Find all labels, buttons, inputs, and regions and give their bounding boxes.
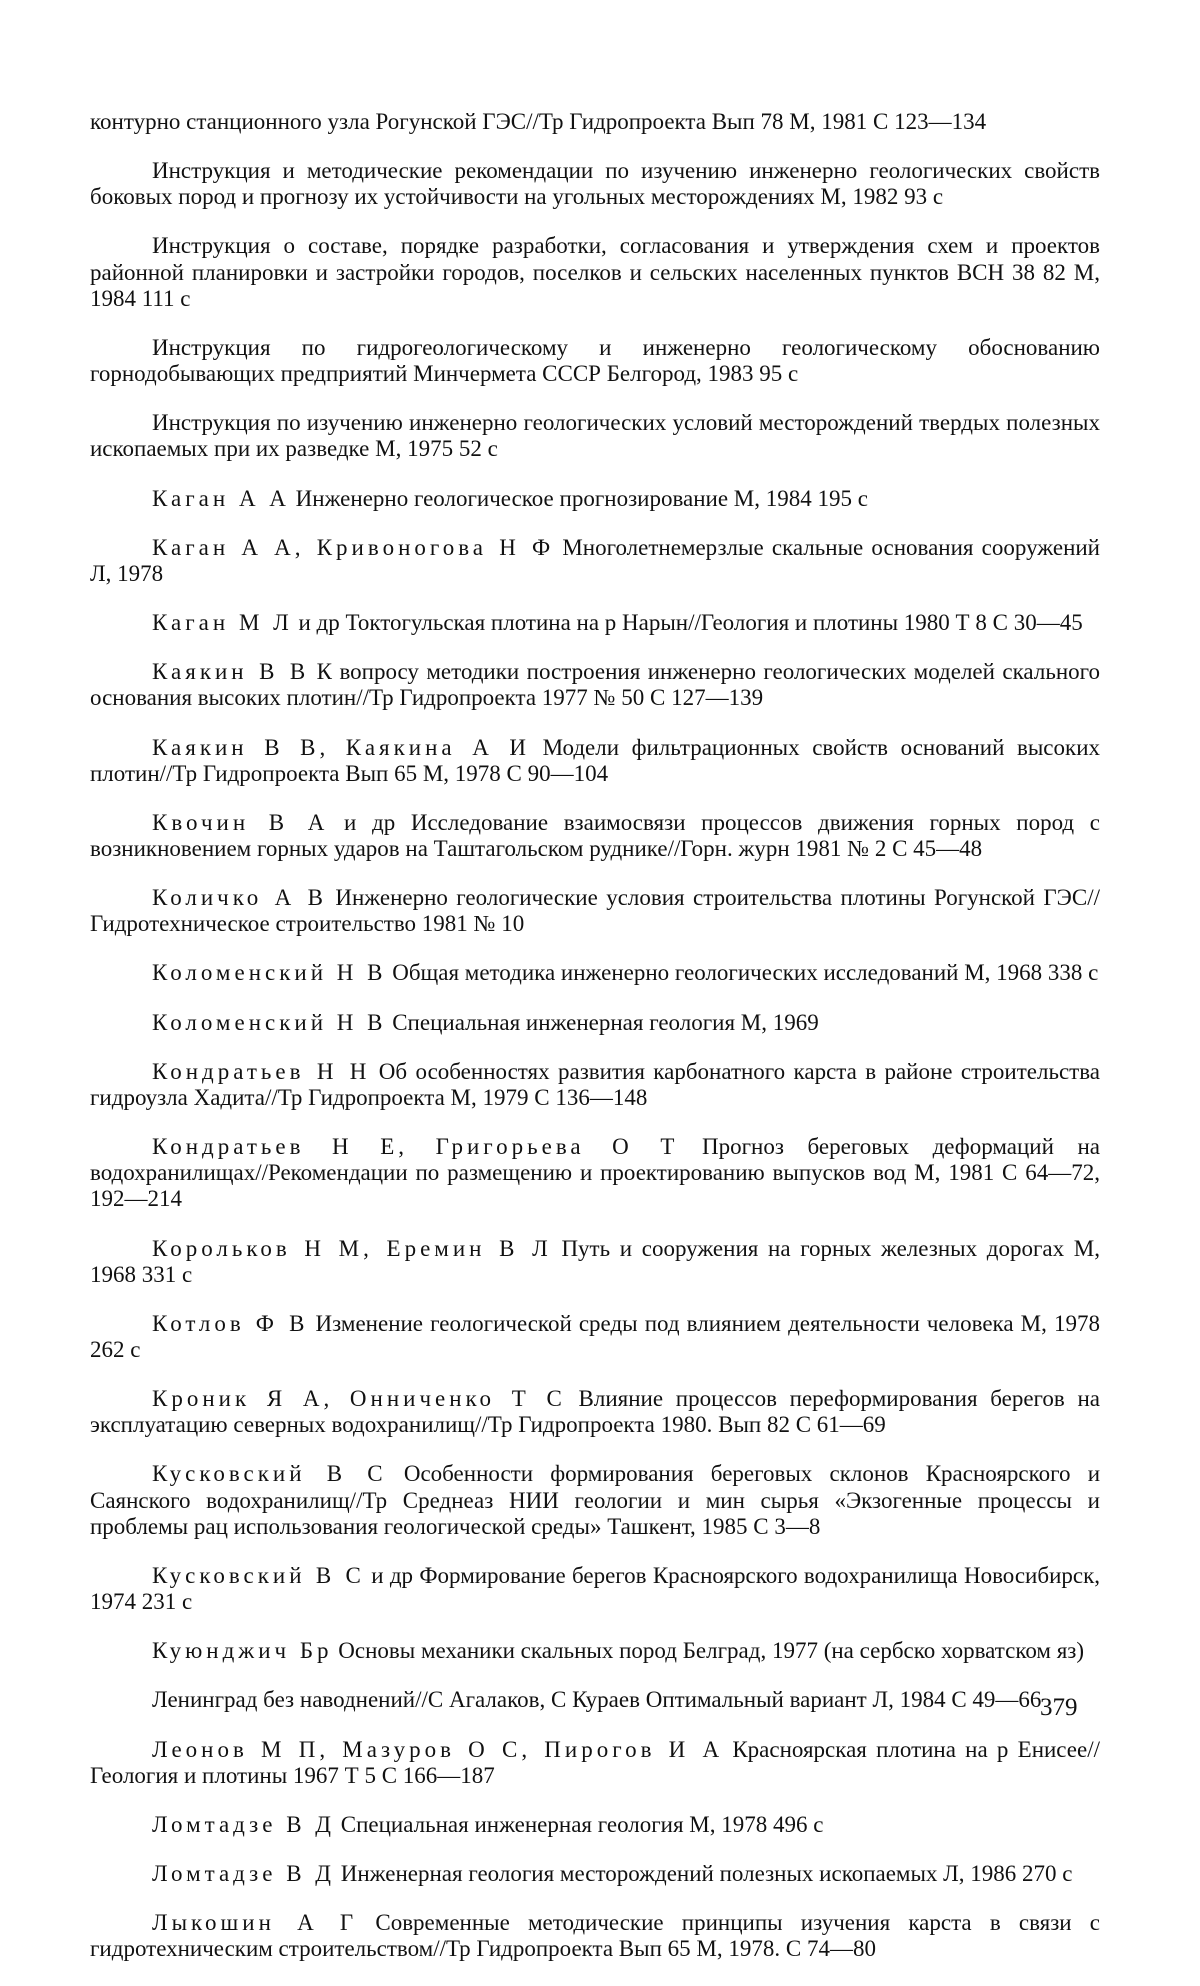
reference-author: Кусковский В С [152, 1461, 387, 1487]
reference-entry [90, 535, 1100, 587]
page-number: 379 [1040, 1694, 1078, 1721]
reference-entry [90, 335, 1100, 387]
reference-text: Современные методические принципы изучения карста в связи с гидротехническим строительством//Тр Гидропроекта Вып 65 М, 1978. С 74—80 [90, 1910, 1100, 1962]
reference-text: контурно станционного узла Рогунской ГЭС//Тр Гидропроекта Вып 78 М, 1981 С 123—134 [90, 109, 987, 134]
reference-author: Корольков Н М, Еремин В Л [152, 1235, 552, 1261]
reference-text: и др Токтогульская плотина на р Нарын//Геология и плотины 1980 Т 8 С 30—45 [292, 610, 1083, 636]
reference-text: Инструкция о составе, порядке разработки, согласования и утверждения схем и проектов районной планировки и застройки городов, поселков и сельских населенных пунктов ВСН 38 82 М, 1984 111 с [90, 233, 1100, 311]
reference-entry [90, 158, 1100, 210]
reference-entry [90, 1236, 1100, 1288]
reference-entry [90, 659, 1100, 711]
reference-author: Каякин В В, Каякина А И [152, 734, 531, 760]
reference-author: Леонов М П, Мазуров О С, Пирогов И А [152, 1736, 724, 1762]
reference-text: Инженерно геологические условия строительства плотины Рогунской ГЭС//Гидротехническое строительство 1981 № 10 [90, 885, 1100, 937]
reference-entry [90, 885, 1100, 937]
reference-entry [90, 1311, 1100, 1363]
reference-text: Инженерная геология месторождений полезных ископаемых Л, 1986 270 с [335, 1861, 1073, 1887]
reference-entry [90, 1461, 1100, 1539]
reference-entry [90, 1638, 1100, 1664]
reference-author: Каякин В В [152, 659, 310, 685]
reference-entry [90, 410, 1100, 462]
reference-text: Специальная инженерная геология М, 1978 496 с [335, 1811, 824, 1837]
reference-entry [90, 1059, 1100, 1111]
reference-entry [90, 1563, 1100, 1615]
reference-entry [90, 1861, 1100, 1887]
reference-author: Коломенский Н В [152, 960, 387, 986]
reference-text: Основы механики скальных пород Белград, 1977 (на сербско хорватском яз) [332, 1638, 1085, 1664]
reference-text: Влияние процессов переформирования берегов на эксплуатацию северных водохранилищ//Тр Гидропроекта 1980. Вып 82 С 61—69 [90, 1386, 1100, 1438]
reference-author: Лыкошин А Г [152, 1910, 358, 1936]
reference-text: Красноярская плотина на р Енисее//Геология и плотины 1967 Т 5 С 166—187 [90, 1736, 1100, 1788]
reference-author: Кусковский В С [152, 1562, 365, 1588]
reference-text: Особенности формирования береговых склонов Красноярского и Саянского водохранилищ//Тр Среднеаз НИИ геологии и мин сырья «Экзогенные процессы и проблемы рац использования геологической среды» Ташкент, 1985 С 3—8 [90, 1461, 1100, 1539]
reference-author: Котлов Ф В [152, 1310, 309, 1336]
reference-text: Инструкция и методические рекомендации по изучению инженерно геологических свойств боковых пород и прогнозу их устойчивости на угольных месторождениях М, 1982 93 с [90, 158, 1100, 210]
reference-author: Куюнджич Бр [152, 1638, 333, 1664]
reference-entry [90, 1910, 1100, 1962]
reference-entry [90, 610, 1100, 636]
reference-author: Коломенский Н В [152, 1009, 387, 1035]
reference-text: Специальная инженерная геология М, 1969 [386, 1009, 819, 1035]
reference-entry [90, 109, 1100, 135]
reference-entry [90, 486, 1100, 512]
reference-author: Ломтадзе В Д [152, 1861, 335, 1887]
reference-entry [90, 1687, 1100, 1713]
reference-text: Инженерно геологическое прогнозирование М, 1984 195 с [289, 485, 868, 511]
reference-entry [90, 1134, 1100, 1212]
reference-author: Количко А В [152, 885, 327, 911]
reference-text: Ленинград без наводнений//С Агалаков, С Кураев Оптимальный вариант Л, 1984 С 49—66 [152, 1687, 1042, 1713]
reference-author: Кроник Я А, Онниченко Т С [152, 1386, 566, 1412]
reference-author: Кондратьев Н Н [152, 1058, 371, 1084]
reference-text: Путь и сооружения на горных железных дорогах М, 1968 331 с [90, 1235, 1100, 1287]
reference-entry [90, 1010, 1100, 1036]
reference-text: Модели фильтрационных свойств оснований высоких плотин//Тр Гидропроекта Вып 65 М, 1978 С 90—104 [90, 734, 1100, 786]
reference-entry [90, 1386, 1100, 1438]
reference-text: Многолетнемерзлые скальные основания сооружений Л, 1978 [90, 534, 1100, 586]
reference-author: Каган А А, Кривоногова Н Ф [152, 534, 555, 560]
reference-entry [90, 810, 1100, 862]
reference-entry [90, 960, 1100, 986]
reference-author: Каган А А [152, 485, 290, 511]
reference-text: Прогноз береговых деформаций на водохранилищах//Рекомендации по размещению и проектированию выпусков вод М, 1981 С 64—72, 192—214 [90, 1134, 1100, 1212]
reference-entry [90, 1737, 1100, 1789]
bibliography-list [90, 86, 1100, 1986]
reference-author: Квочин В А [152, 809, 329, 835]
reference-text: К вопросу методики построения инженерно геологических моделей скального основания высоких плотин//Тр Гидропроекта 1977 № 50 С 127—139 [90, 659, 1100, 711]
reference-text: Изменение геологической среды под влиянием деятельности человека М, 1978 262 с [90, 1310, 1100, 1362]
reference-text: Об особенностях развития карбонатного карста в районе строительства гидроузла Хадита//Тр Гидропроекта М, 1979 С 136—148 [90, 1058, 1100, 1110]
reference-author: Ломтадзе В Д [152, 1811, 335, 1837]
reference-entry [90, 735, 1100, 787]
reference-author: Каган М Л [152, 610, 293, 636]
reference-text: Инструкция по гидрогеологическому и инженерно геологическому обоснованию горнодобывающих предприятий Минчермета СССР Белгород, 1983 95 с [90, 334, 1100, 387]
reference-text: Инструкция по изучению инженерно геологических условий месторождений твердых полезных ископаемых при их разведке М, 1975 52 с [90, 410, 1100, 462]
reference-text: и др Исследование взаимосвязи процессов движения горных пород с возникновением горных ударов на Таштагольском руднике//Горн. журн 1981 № 2 С 45—48 [90, 809, 1100, 861]
reference-text: и др Формирование берегов Красноярского водохранилища Новосибирск, 1974 231 с [90, 1562, 1101, 1615]
reference-entry [90, 233, 1100, 311]
reference-author: Кондратьев Н Е, Григорьева О Т [152, 1134, 679, 1160]
reference-entry [90, 1812, 1100, 1838]
reference-text: Общая методика инженерно геологических исследований М, 1968 338 с [386, 960, 1099, 986]
